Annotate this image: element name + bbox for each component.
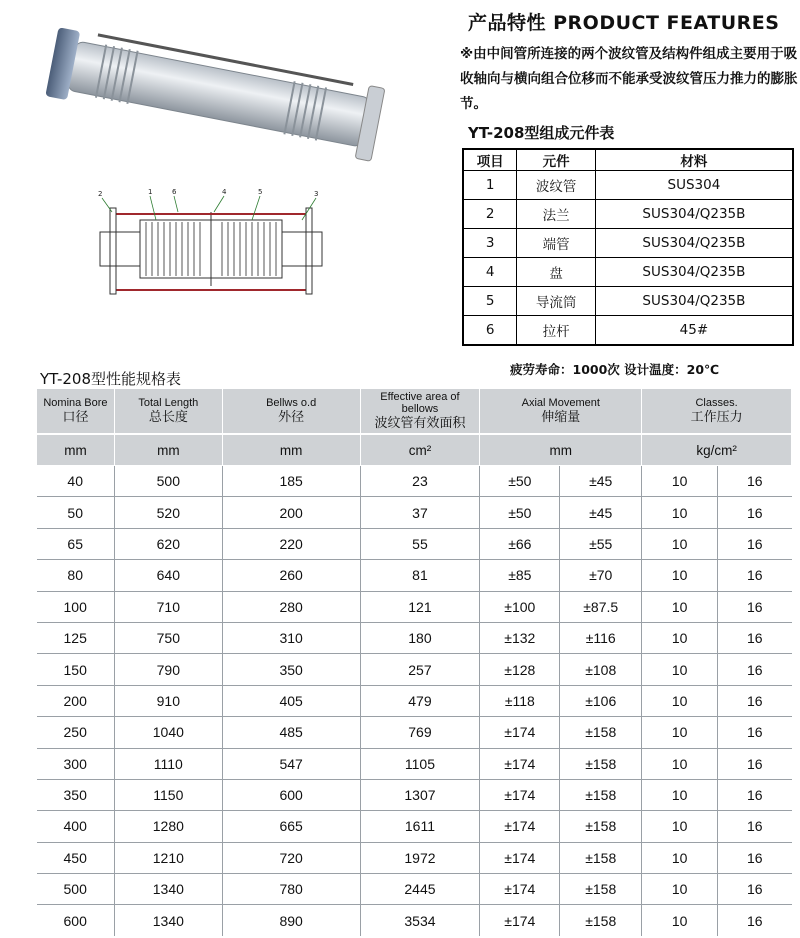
header-nominal-bore-en: Nomina Bore bbox=[43, 397, 108, 409]
spec-cell: 10 bbox=[642, 905, 718, 936]
spec-cell: 1340 bbox=[114, 874, 222, 905]
parts-cell: SUS304 bbox=[595, 171, 793, 200]
spec-cell: ±174 bbox=[480, 717, 560, 748]
spec-cell: 1105 bbox=[360, 748, 480, 779]
header-classes-cn: 工作压力 bbox=[690, 409, 743, 424]
spec-cell: ±174 bbox=[480, 905, 560, 936]
spec-row bbox=[37, 560, 792, 591]
spec-cell: ±158 bbox=[560, 779, 642, 810]
spec-cell: 260 bbox=[222, 560, 360, 591]
schematic-label-6: 6 bbox=[172, 188, 177, 196]
spec-cell: 121 bbox=[360, 591, 480, 622]
spec-cell: 1611 bbox=[360, 811, 480, 842]
spec-header-row bbox=[37, 389, 792, 435]
spec-cell: 16 bbox=[718, 466, 792, 497]
spec-row bbox=[37, 811, 792, 842]
spec-cell: 1150 bbox=[114, 779, 222, 810]
header-classes bbox=[642, 389, 792, 435]
header-axial-movement-en: Axial Movement bbox=[521, 397, 600, 409]
page-title: 产品特性 PRODUCT FEATURES bbox=[468, 12, 780, 34]
schematic-drawing bbox=[96, 182, 326, 302]
spec-cell: ±85 bbox=[480, 560, 560, 591]
spec-row bbox=[37, 497, 792, 528]
spec-cell: 23 bbox=[360, 466, 480, 497]
spec-cell: ±66 bbox=[480, 528, 560, 559]
spec-cell: 400 bbox=[37, 811, 115, 842]
spec-row bbox=[37, 905, 792, 936]
spec-cell: 720 bbox=[222, 842, 360, 873]
spec-cell: 50 bbox=[37, 497, 115, 528]
spec-cell: 10 bbox=[642, 811, 718, 842]
parts-cell: 波纹管 bbox=[517, 171, 595, 200]
spec-cell: 16 bbox=[718, 497, 792, 528]
spec-cell: 200 bbox=[37, 685, 115, 716]
spec-row bbox=[37, 717, 792, 748]
spec-cell: 10 bbox=[642, 748, 718, 779]
parts-cell: 6 bbox=[463, 316, 517, 346]
spec-cell: 65 bbox=[37, 528, 115, 559]
spec-cell: ±50 bbox=[480, 497, 560, 528]
parts-cell: SUS304/Q235B bbox=[595, 200, 793, 229]
spec-cell: 125 bbox=[37, 622, 115, 653]
spec-unit-row bbox=[37, 434, 792, 466]
unit-effective-area: cm² bbox=[360, 434, 480, 466]
spec-row bbox=[37, 466, 792, 497]
spec-cell: 10 bbox=[642, 779, 718, 810]
spec-cell: 405 bbox=[222, 685, 360, 716]
parts-header-component: 元件 bbox=[517, 149, 595, 171]
header-total-length bbox=[114, 389, 222, 435]
spec-cell: ±158 bbox=[560, 717, 642, 748]
spec-cell: ±108 bbox=[560, 654, 642, 685]
spec-cell: 220 bbox=[222, 528, 360, 559]
spec-cell: 16 bbox=[718, 591, 792, 622]
header-bellows-od bbox=[222, 389, 360, 435]
spec-cell: 780 bbox=[222, 874, 360, 905]
parts-table-title: YT-208型组成元件表 bbox=[468, 124, 615, 142]
spec-cell: 10 bbox=[642, 560, 718, 591]
parts-row bbox=[463, 287, 793, 316]
spec-row bbox=[37, 874, 792, 905]
spec-cell: ±50 bbox=[480, 466, 560, 497]
parts-cell: 5 bbox=[463, 287, 517, 316]
spec-cell: 185 bbox=[222, 466, 360, 497]
parts-cell: 拉杆 bbox=[517, 316, 595, 346]
spec-cell: ±174 bbox=[480, 842, 560, 873]
unit-nominal-bore: mm bbox=[37, 434, 115, 466]
spec-cell: 1340 bbox=[114, 905, 222, 936]
spec-cell: 180 bbox=[360, 622, 480, 653]
spec-cell: 16 bbox=[718, 560, 792, 591]
spec-cell: 665 bbox=[222, 811, 360, 842]
spec-cell: 37 bbox=[360, 497, 480, 528]
parts-row bbox=[463, 171, 793, 200]
header-nominal-bore-cn: 口径 bbox=[62, 409, 89, 424]
spec-cell: ±174 bbox=[480, 811, 560, 842]
spec-cell: ±55 bbox=[560, 528, 642, 559]
spec-cell: 520 bbox=[114, 497, 222, 528]
spec-cell: 350 bbox=[37, 779, 115, 810]
spec-cell: 500 bbox=[114, 466, 222, 497]
unit-bellows-od: mm bbox=[222, 434, 360, 466]
spec-cell: 547 bbox=[222, 748, 360, 779]
spec-cell: 1307 bbox=[360, 779, 480, 810]
spec-cell: 200 bbox=[222, 497, 360, 528]
spec-cell: 10 bbox=[642, 685, 718, 716]
spec-cell: 10 bbox=[642, 528, 718, 559]
spec-cell: 55 bbox=[360, 528, 480, 559]
spec-cell: ±45 bbox=[560, 497, 642, 528]
spec-cell: 10 bbox=[642, 717, 718, 748]
schematic-label-1: 1 bbox=[148, 188, 153, 196]
parts-cell: 3 bbox=[463, 229, 517, 258]
schematic-label-3: 3 bbox=[314, 190, 319, 198]
spec-row bbox=[37, 528, 792, 559]
parts-cell: 1 bbox=[463, 171, 517, 200]
spec-cell: 1110 bbox=[114, 748, 222, 779]
spec-cell: 710 bbox=[114, 591, 222, 622]
spec-cell: 40 bbox=[37, 466, 115, 497]
spec-cell: 1210 bbox=[114, 842, 222, 873]
spec-cell: 769 bbox=[360, 717, 480, 748]
spec-cell: 16 bbox=[718, 528, 792, 559]
spec-cell: 10 bbox=[642, 591, 718, 622]
parts-cell: SUS304/Q235B bbox=[595, 287, 793, 316]
fatigue-temperature-note: 疲劳寿命：1000次 设计温度：20℃ bbox=[510, 362, 720, 377]
spec-row bbox=[37, 779, 792, 810]
header-classes-en: Classes. bbox=[695, 397, 738, 409]
header-bellows-od-cn: 外径 bbox=[278, 409, 305, 424]
spec-cell: ±158 bbox=[560, 905, 642, 936]
spec-cell: 600 bbox=[37, 905, 115, 936]
parts-row bbox=[463, 258, 793, 287]
spec-cell: 640 bbox=[114, 560, 222, 591]
spec-cell: 16 bbox=[718, 842, 792, 873]
unit-total-length: mm bbox=[114, 434, 222, 466]
spec-cell: ±158 bbox=[560, 874, 642, 905]
spec-cell: 300 bbox=[37, 748, 115, 779]
spec-cell: 1040 bbox=[114, 717, 222, 748]
parts-header-row bbox=[463, 149, 793, 171]
spec-cell: 280 bbox=[222, 591, 360, 622]
spec-cell: 450 bbox=[37, 842, 115, 873]
spec-cell: 10 bbox=[642, 654, 718, 685]
spec-cell: 2445 bbox=[360, 874, 480, 905]
header-total-length-en: Total Length bbox=[138, 397, 199, 409]
spec-cell: 100 bbox=[37, 591, 115, 622]
spec-cell: 310 bbox=[222, 622, 360, 653]
spec-cell: 890 bbox=[222, 905, 360, 936]
spec-cell: ±174 bbox=[480, 779, 560, 810]
parts-cell: 盘 bbox=[517, 258, 595, 287]
spec-cell: ±158 bbox=[560, 842, 642, 873]
spec-cell: 250 bbox=[37, 717, 115, 748]
spec-row bbox=[37, 622, 792, 653]
spec-table-title: YT-208型性能规格表 bbox=[40, 370, 181, 388]
spec-cell: ±100 bbox=[480, 591, 560, 622]
parts-row bbox=[463, 229, 793, 258]
spec-cell: 10 bbox=[642, 466, 718, 497]
product-photo bbox=[28, 28, 398, 168]
spec-cell: 16 bbox=[718, 874, 792, 905]
spec-cell: ±128 bbox=[480, 654, 560, 685]
parts-row bbox=[463, 200, 793, 229]
schematic-label-5: 5 bbox=[258, 188, 263, 196]
spec-cell: 257 bbox=[360, 654, 480, 685]
spec-cell: ±116 bbox=[560, 622, 642, 653]
spec-cell: ±174 bbox=[480, 748, 560, 779]
spec-cell: 10 bbox=[642, 622, 718, 653]
spec-cell: 16 bbox=[718, 748, 792, 779]
schematic-label-4: 4 bbox=[222, 188, 227, 196]
spec-cell: 16 bbox=[718, 654, 792, 685]
spec-cell: 16 bbox=[718, 685, 792, 716]
header-nominal-bore bbox=[37, 389, 115, 435]
spec-row bbox=[37, 842, 792, 873]
spec-cell: 81 bbox=[360, 560, 480, 591]
parts-cell: 4 bbox=[463, 258, 517, 287]
spec-cell: 910 bbox=[114, 685, 222, 716]
spec-cell: 16 bbox=[718, 717, 792, 748]
spec-cell: 620 bbox=[114, 528, 222, 559]
spec-cell: ±174 bbox=[480, 874, 560, 905]
spec-row bbox=[37, 591, 792, 622]
spec-cell: 16 bbox=[746, 912, 763, 929]
parts-cell: 2 bbox=[463, 200, 517, 229]
spec-cell: ±87.5 bbox=[560, 591, 642, 622]
spec-cell: 16 bbox=[718, 622, 792, 653]
spec-cell: 80 bbox=[37, 560, 115, 591]
spec-cell: 500 bbox=[37, 874, 115, 905]
spec-cell: ±118 bbox=[480, 685, 560, 716]
header-effective-area-cn: 波纹管有效面积 bbox=[374, 415, 466, 430]
parts-cell: SUS304/Q235B bbox=[595, 258, 793, 287]
spec-cell: 1280 bbox=[114, 811, 222, 842]
spec-cell: 1972 bbox=[360, 842, 480, 873]
header-total-length-cn: 总长度 bbox=[148, 409, 188, 424]
schematic-label-2: 2 bbox=[98, 190, 103, 198]
spec-cell: ±132 bbox=[480, 622, 560, 653]
spec-cell: ±158 bbox=[560, 811, 642, 842]
spec-cell: ±45 bbox=[560, 466, 642, 497]
spec-cell: 750 bbox=[114, 622, 222, 653]
parts-cell: 45# bbox=[595, 316, 793, 346]
spec-cell: 600 bbox=[222, 779, 360, 810]
parts-cell: SUS304/Q235B bbox=[595, 229, 793, 258]
parts-header-item: 项目 bbox=[463, 149, 517, 171]
spec-cell: 790 bbox=[114, 654, 222, 685]
spec-row bbox=[37, 685, 792, 716]
parts-cell: 法兰 bbox=[517, 200, 595, 229]
product-description: ※由中间管所连接的两个波纹管及结构件组成主要用于吸收轴向与横向组合位移而不能承受波纹管压力推力的膨胀节。 bbox=[460, 46, 798, 112]
parts-table bbox=[462, 148, 794, 346]
header-axial-movement-cn: 伸缩量 bbox=[541, 409, 581, 424]
spec-cell: ±70 bbox=[560, 560, 642, 591]
parts-cell: 端管 bbox=[517, 229, 595, 258]
header-effective-area-en: Effective area of bellows bbox=[380, 391, 460, 415]
spec-table bbox=[36, 388, 792, 936]
spec-cell: ±106 bbox=[560, 685, 642, 716]
header-axial-movement bbox=[480, 389, 642, 435]
spec-cell: 150 bbox=[37, 654, 115, 685]
header-bellows-od-en: Bellws o.d bbox=[266, 397, 317, 409]
spec-cell: 16 bbox=[718, 811, 792, 842]
spec-cell: 16 bbox=[718, 779, 792, 810]
spec-cell: 479 bbox=[360, 685, 480, 716]
spec-cell: 3534 bbox=[360, 905, 480, 936]
spec-row bbox=[37, 654, 792, 685]
spec-cell: 10 bbox=[642, 874, 718, 905]
unit-classes: kg/cm² bbox=[642, 434, 792, 466]
spec-cell: ±158 bbox=[560, 748, 642, 779]
parts-header-material: 材料 bbox=[595, 149, 793, 171]
parts-cell: 导流筒 bbox=[517, 287, 595, 316]
unit-axial-movement: mm bbox=[480, 434, 642, 466]
spec-cell: 485 bbox=[222, 717, 360, 748]
parts-row bbox=[463, 316, 793, 346]
spec-cell: 10 bbox=[642, 842, 718, 873]
spec-cell: 10 bbox=[642, 497, 718, 528]
spec-row bbox=[37, 748, 792, 779]
spec-cell: 350 bbox=[222, 654, 360, 685]
header-effective-area bbox=[360, 389, 480, 435]
